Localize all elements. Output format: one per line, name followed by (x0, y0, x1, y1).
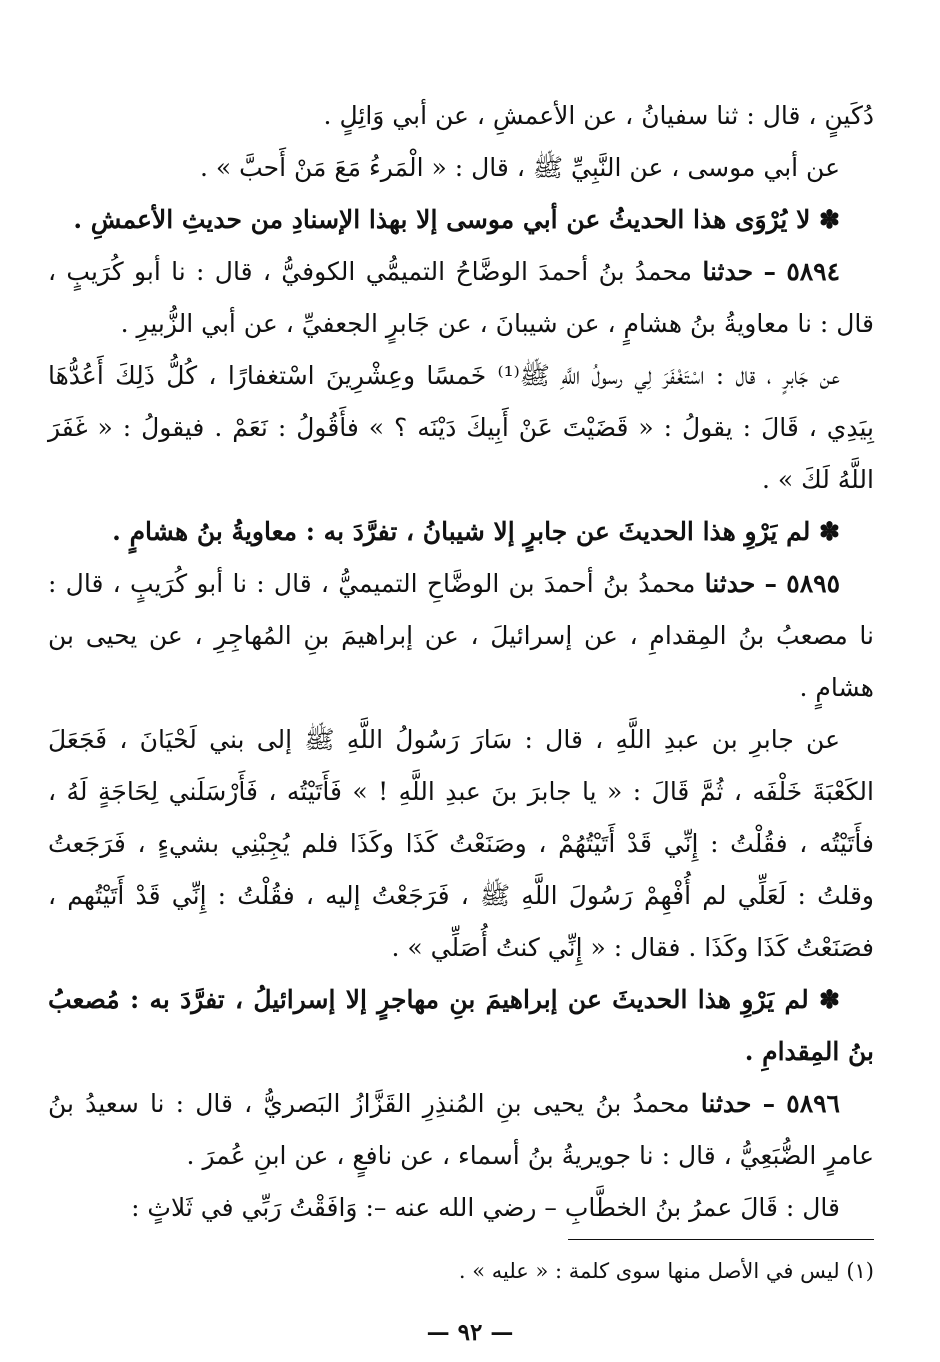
paragraph-hadith-text: عن جابرِ بن عبدِ اللَّهِ ، قال : سَارَ رَسُولُ اللَّهِ ﷺ إلى بني لَحْيَانَ ، فَجَعَلَ الكَعْبَةَ خَلْفَه ، ثُمَّ قَالَ : « يا جابرَ بنَ عبدِ اللَّهِ ! » فَأَتَيْتُه ، فَأَرْسَلَني لِحَاجَةٍ لَهُ ، فأَتَيْتُه ، فقُلْتُ : إِنِّي قَدْ أَتَيْتُهُمْ ، وصَنَعْتُ كَذَا وكَذَا فلم يُجِبْنِي بشيءٍ ، فَرَجَعتُ وقلتُ : لَعَلِّي لم أُفْهِمْ رَسُولَ اللَّهِ ﷺ ، فَرَجَعْتُ إليه ، فقُلْتُ : إِنِّي قَدْ أَتَيْتُهم ، فصَنَعْتُ كَذَا وكَذَا . فقال : « إِنِّي كنتُ أُصَلِّي » . (48, 725, 874, 962)
star-icon: ✽ (819, 985, 840, 1014)
footnote: (١) ليس في الأصل منها سوى كلمة : « عليه » . (458, 1259, 874, 1283)
haddathana-word: حدثنا (700, 1089, 752, 1118)
star-icon: ✽ (819, 517, 840, 546)
note-text: لا يُرْوَى هذا الحديثُ عن أبي موسى إلا بهذا الإسنادِ من حديثِ الأعمشِ . (73, 205, 811, 234)
paragraph-hadith-text: عن جَابرٍ ، قال : اسْتَغْفَرَ لِي رسولُ اللَّهِ ﷺ⁽¹⁾ خَمسًا وعِشْرِينَ اسْتغفارًا ، كُلُّ ذَلِكَ أَعُدُّهَا بِيَدِي ، قَالَ : يقولُ : « قَضَيْتَ عَنْ أَبِيكَ دَيْنَه ؟ » فأَقُولُ : نَعَمْ . فيقولُ : « غَفَرَ اللَّهُ لَكَ » . (48, 361, 874, 494)
hadith-5895 (48, 558, 874, 714)
paragraph-hadith-text: عن أبي موسى ، عن النَّبِيِّ ﷺ ، قال : « الْمَرءُ مَعَ مَنْ أَحبَّ » . (199, 153, 840, 182)
note-text: لم يَرْوِ هذا الحديثَ عن جابرٍ إلا شيبانُ ، تفرَّدَ به : معاويةُ بنُ هشامٍ . (112, 517, 811, 546)
hadith-dash: – (762, 1089, 776, 1118)
hadith-5894 (48, 246, 874, 350)
star-icon: ✽ (819, 205, 840, 234)
hadith-number: ٥٨٩٤ (786, 257, 841, 286)
isnad-text: محمدُ بنُ يحيى بنِ المُنذِرِ القَزَّازُ البَصريُّ ، قال : نا سعيدُ بنُ عامرٍ الضُّبَعِيُّ ، قال : نا جويريةُ بنُ أسماء ، عن نافعٍ ، عن ابنِ عُمرَ . (48, 1089, 874, 1170)
note-paragraph (48, 974, 874, 1078)
haddathana-word: حدثنا (702, 257, 754, 286)
haddathana-word: حدثنا (704, 569, 756, 598)
isnad-text: محمدُ بنُ أحمدَ الوضَّاحُ التميمُّي الكوفيُّ ، قال : نا أبو كُرَيبٍ ، قال : نا معاويةُ بنُ هشامٍ ، عن شيبانَ ، عن جَابرٍ الجعفيِّ ، عن أبي الزُّبيرِ . (48, 257, 874, 338)
hadith-number: ٥٨٩٥ (786, 569, 841, 598)
hadith-5896 (48, 1078, 874, 1182)
isnad-text: محمدُ بنُ أحمدَ بن الوضَّاحِ التميميُّ ، قال : نا أبو كُرَيبٍ ، قال : نا مصعبُ بنُ المِقدامِ ، عن إسرائيلَ ، عن إبراهيمَ بنِ المُهاجِرِ ، عن يحيى بن هشامٍ . (48, 569, 874, 702)
page-body (48, 90, 874, 1234)
hadith-number: ٥٨٩٦ (786, 1089, 840, 1118)
hadith-dash: – (763, 257, 776, 286)
note-paragraph (48, 194, 874, 246)
hadith-dash: – (764, 569, 778, 598)
paragraph-isnad-continuation: دُكَينٍ ، قال : ثنا سفيانُ ، عن الأعمشِ ، عن أبي وَائِلٍ . (323, 101, 874, 130)
note-text: لم يَرْوِ هذا الحديثَ عن إبراهيمَ بنِ مهاجرٍ إلا إسرائيلُ ، تفرَّدَ به : مُصعبُ بنُ المِقدامِ . (48, 985, 874, 1066)
note-paragraph (48, 506, 874, 558)
footnote-divider (568, 1239, 874, 1240)
page-number: — ٩٢ — (426, 1319, 514, 1346)
paragraph-hadith-text: قال : قَالَ عمرُ بنُ الخطَّابِ – رضي الله عنه –: وَافَقْتُ رَبِّي في ثَلاثٍ : (131, 1193, 840, 1222)
